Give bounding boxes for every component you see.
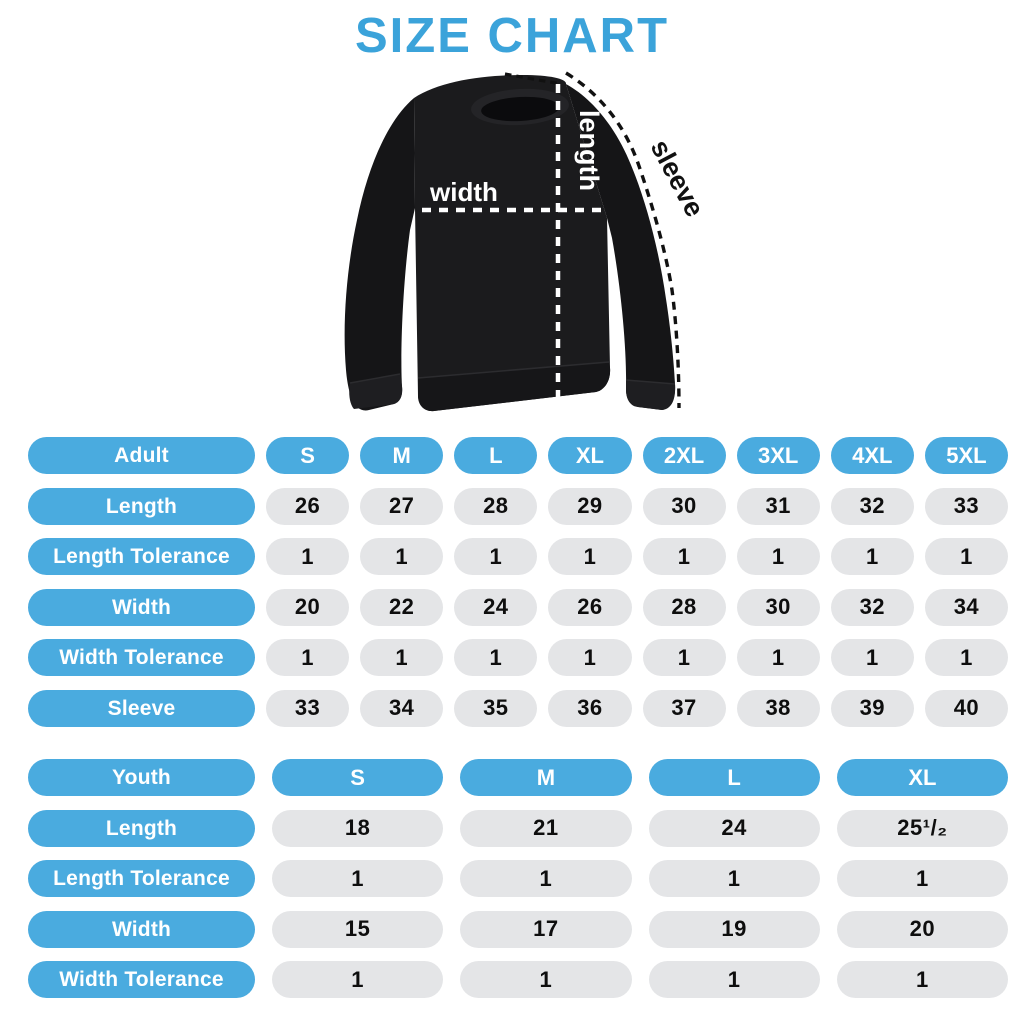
adult-cell-length-tolerance-xl: 1 [548,538,631,575]
youth-cell-width-s: 15 [272,911,443,948]
adult-cell-length-tolerance-2xl: 1 [643,538,726,575]
youth-cell-length-m: 21 [460,810,631,847]
adult-cell-width-xl: 26 [548,589,631,626]
youth-size-l: L [649,759,820,796]
youth-cell-length-tolerance-l: 1 [649,860,820,897]
adult-row-label-width: Width [28,589,255,626]
youth-header-pill: Youth [28,759,255,796]
youth-row-label-width-tolerance: Width Tolerance [28,961,255,998]
adult-cell-width-tolerance-xl: 1 [548,639,631,676]
adult-cell-width-2xl: 28 [643,589,726,626]
youth-cell-width-tolerance-s: 1 [272,961,443,998]
sweatshirt-left-sleeve [345,98,415,410]
adult-cell-length-4xl: 32 [831,488,914,525]
adult-cell-length-tolerance-5xl: 1 [925,538,1008,575]
adult-cell-width-tolerance-m: 1 [360,639,443,676]
youth-size-table [28,759,1008,998]
adult-row-label-width-tolerance: Width Tolerance [28,639,255,676]
adult-row-label-length-tolerance: Length Tolerance [28,538,255,575]
adult-size-2xl: 2XL [643,437,726,474]
adult-cell-width-s: 20 [266,589,349,626]
adult-row-label-sleeve: Sleeve [28,690,255,727]
adult-cell-length-xl: 29 [548,488,631,525]
adult-cell-sleeve-4xl: 39 [831,690,914,727]
youth-size-s: S [272,759,443,796]
youth-cell-width-xl: 20 [837,911,1008,948]
adult-cell-length-tolerance-3xl: 1 [737,538,820,575]
adult-cell-width-tolerance-3xl: 1 [737,639,820,676]
adult-cell-width-tolerance-4xl: 1 [831,639,914,676]
adult-cell-sleeve-3xl: 38 [737,690,820,727]
youth-cell-length-tolerance-m: 1 [460,860,631,897]
adult-size-5xl: 5XL [925,437,1008,474]
width-label: width [430,177,498,207]
adult-cell-width-5xl: 34 [925,589,1008,626]
adult-cell-width-l: 24 [454,589,537,626]
adult-cell-length-l: 28 [454,488,537,525]
adult-cell-width-3xl: 30 [737,589,820,626]
adult-cell-length-s: 26 [266,488,349,525]
youth-cell-length-s: 18 [272,810,443,847]
adult-cell-length-tolerance-m: 1 [360,538,443,575]
adult-cell-length-2xl: 30 [643,488,726,525]
adult-size-table [28,437,1008,727]
youth-cell-width-tolerance-m: 1 [460,961,631,998]
youth-cell-width-l: 19 [649,911,820,948]
youth-size-xl: XL [837,759,1008,796]
youth-cell-length-xl: 25¹/₂ [837,810,1008,847]
adult-cell-width-tolerance-s: 1 [266,639,349,676]
youth-cell-length-tolerance-s: 1 [272,860,443,897]
adult-size-3xl: 3XL [737,437,820,474]
adult-cell-width-4xl: 32 [831,589,914,626]
adult-cell-sleeve-5xl: 40 [925,690,1008,727]
adult-cell-sleeve-l: 35 [454,690,537,727]
adult-cell-length-m: 27 [360,488,443,525]
youth-cell-width-m: 17 [460,911,631,948]
adult-cell-sleeve-s: 33 [266,690,349,727]
youth-row-label-length-tolerance: Length Tolerance [28,860,255,897]
sleeve-label: sleeve [644,134,710,222]
adult-cell-width-tolerance-l: 1 [454,639,537,676]
adult-cell-length-5xl: 33 [925,488,1008,525]
adult-size-s: S [266,437,349,474]
adult-size-xl: XL [548,437,631,474]
adult-cell-length-3xl: 31 [737,488,820,525]
adult-cell-width-m: 22 [360,589,443,626]
sweatshirt-diagram [330,68,730,432]
adult-cell-sleeve-xl: 36 [548,690,631,727]
page-title: SIZE CHART [355,9,669,63]
adult-cell-length-tolerance-l: 1 [454,538,537,575]
youth-cell-length-l: 24 [649,810,820,847]
youth-size-m: M [460,759,631,796]
adult-cell-length-tolerance-4xl: 1 [831,538,914,575]
sweatshirt-image [330,68,730,432]
adult-header-pill: Adult [28,437,255,474]
adult-row-label-length: Length [28,488,255,525]
adult-cell-width-tolerance-5xl: 1 [925,639,1008,676]
youth-row-label-length: Length [28,810,255,847]
adult-size-m: M [360,437,443,474]
adult-size-4xl: 4XL [831,437,914,474]
adult-cell-width-tolerance-2xl: 1 [643,639,726,676]
adult-size-l: L [454,437,537,474]
youth-row-label-width: Width [28,911,255,948]
youth-cell-width-tolerance-xl: 1 [837,961,1008,998]
youth-cell-length-tolerance-xl: 1 [837,860,1008,897]
adult-cell-sleeve-m: 34 [360,690,443,727]
adult-cell-length-tolerance-s: 1 [266,538,349,575]
length-label: length [574,110,604,191]
sweatshirt-right-cuff [626,380,675,410]
adult-cell-sleeve-2xl: 37 [643,690,726,727]
youth-cell-width-tolerance-l: 1 [649,961,820,998]
